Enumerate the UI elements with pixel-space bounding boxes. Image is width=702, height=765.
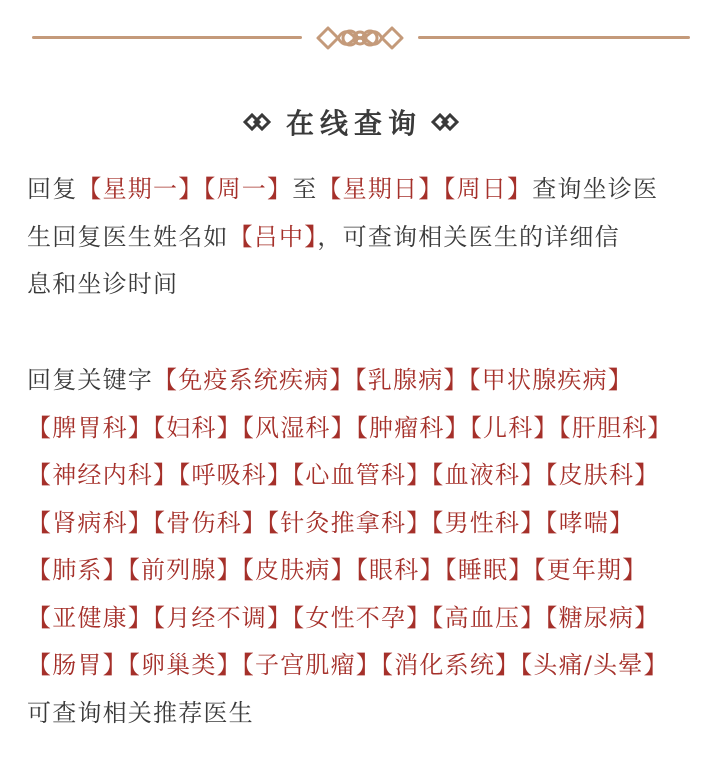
plain-text: 生回复医生姓名如: [27, 222, 229, 251]
keyword: 【眼科】: [355, 556, 445, 584]
keyword: 【肺系】: [27, 556, 128, 584]
keyword: 【免疫系统疾病】: [153, 366, 355, 394]
keyword: 【卵巢类】: [127, 651, 242, 679]
paragraph-weekday-query: [27, 166, 677, 309]
keyword: 【神经内科】: [27, 461, 179, 489]
plain-text: 至: [292, 175, 318, 203]
plain-text: ，可查询相关医生的详细信: [317, 222, 620, 251]
keyword: 【糖尿病】: [545, 603, 660, 632]
section-heading: [0, 100, 702, 144]
text-line: 可查询相关推荐医生: [27, 698, 254, 727]
text-line: 息和坐诊时间: [27, 270, 179, 298]
text-line: [27, 595, 677, 643]
plain-text: 查询坐诊医: [532, 175, 659, 203]
chinese-knot-icon: [314, 22, 406, 54]
keyword: 【更年期】: [533, 556, 648, 584]
keyword: 【心血管科】: [292, 461, 432, 489]
keyword: 【皮肤科】: [545, 461, 660, 489]
plain-text: 回复关键字: [27, 366, 153, 394]
keyword: 【甲状腺疾病】: [468, 366, 634, 394]
keyword: 【周日】: [443, 175, 533, 203]
keyword: 【亚健康】: [27, 603, 153, 632]
keyword: 【骨伤科】: [153, 508, 267, 537]
keyword: 【月经不调】: [153, 603, 293, 632]
keyword: 【周一】: [203, 175, 293, 203]
keyword: 【脾胃科】: [27, 413, 153, 442]
text-line: [27, 214, 677, 262]
keyword: 【哮喘】: [545, 508, 635, 537]
keyword: 【女性不孕】: [292, 603, 432, 632]
diamond-knot-icon: [430, 112, 460, 132]
keyword: 【男性科】: [431, 508, 546, 537]
keyword: 【肿瘤科】: [355, 413, 470, 442]
ornament-rule-right: [418, 36, 690, 39]
ornament-rule-left: [32, 36, 302, 39]
text-line: [27, 166, 677, 214]
keyword: 【肝胆科】: [558, 413, 673, 442]
keyword: 【星期日】: [317, 175, 444, 203]
keyword: 【儿科】: [469, 413, 559, 442]
text-line: [27, 642, 677, 690]
keyword: 【头痛/头晕】: [520, 651, 669, 679]
top-ornament: [0, 22, 702, 56]
keyword: 【子宫肌瘤】: [241, 651, 382, 679]
keyword: 【针灸推拿科】: [267, 508, 432, 537]
keyword: 【妇科】: [153, 413, 242, 442]
text-line: [27, 405, 677, 453]
plain-text: 回复: [27, 175, 78, 203]
keyword: 【肾病科】: [27, 508, 153, 537]
text-line: [27, 452, 677, 500]
diamond-knot-icon: [242, 112, 272, 132]
keyword: 【呼吸科】: [178, 461, 293, 489]
keyword: 【高血压】: [431, 603, 546, 632]
keyword: 【皮肤病】: [241, 556, 356, 584]
keyword: 【睡眠】: [444, 556, 534, 584]
text-line: [27, 357, 677, 405]
keyword: 【吕中】: [228, 222, 318, 251]
keyword: 【乳腺病】: [354, 366, 469, 394]
keyword: 【前列腺】: [127, 556, 242, 584]
text-line: [27, 500, 677, 548]
keyword: 【肠胃】: [27, 651, 128, 679]
keyword: 【风湿科】: [241, 413, 356, 442]
keyword: 【消化系统】: [381, 651, 521, 679]
heading-title: 在线查询: [285, 107, 422, 140]
keyword: 【星期一】: [77, 175, 204, 203]
paragraph-keyword-query: [27, 357, 677, 737]
keyword: 【血液科】: [431, 461, 546, 489]
text-line: [27, 547, 677, 595]
